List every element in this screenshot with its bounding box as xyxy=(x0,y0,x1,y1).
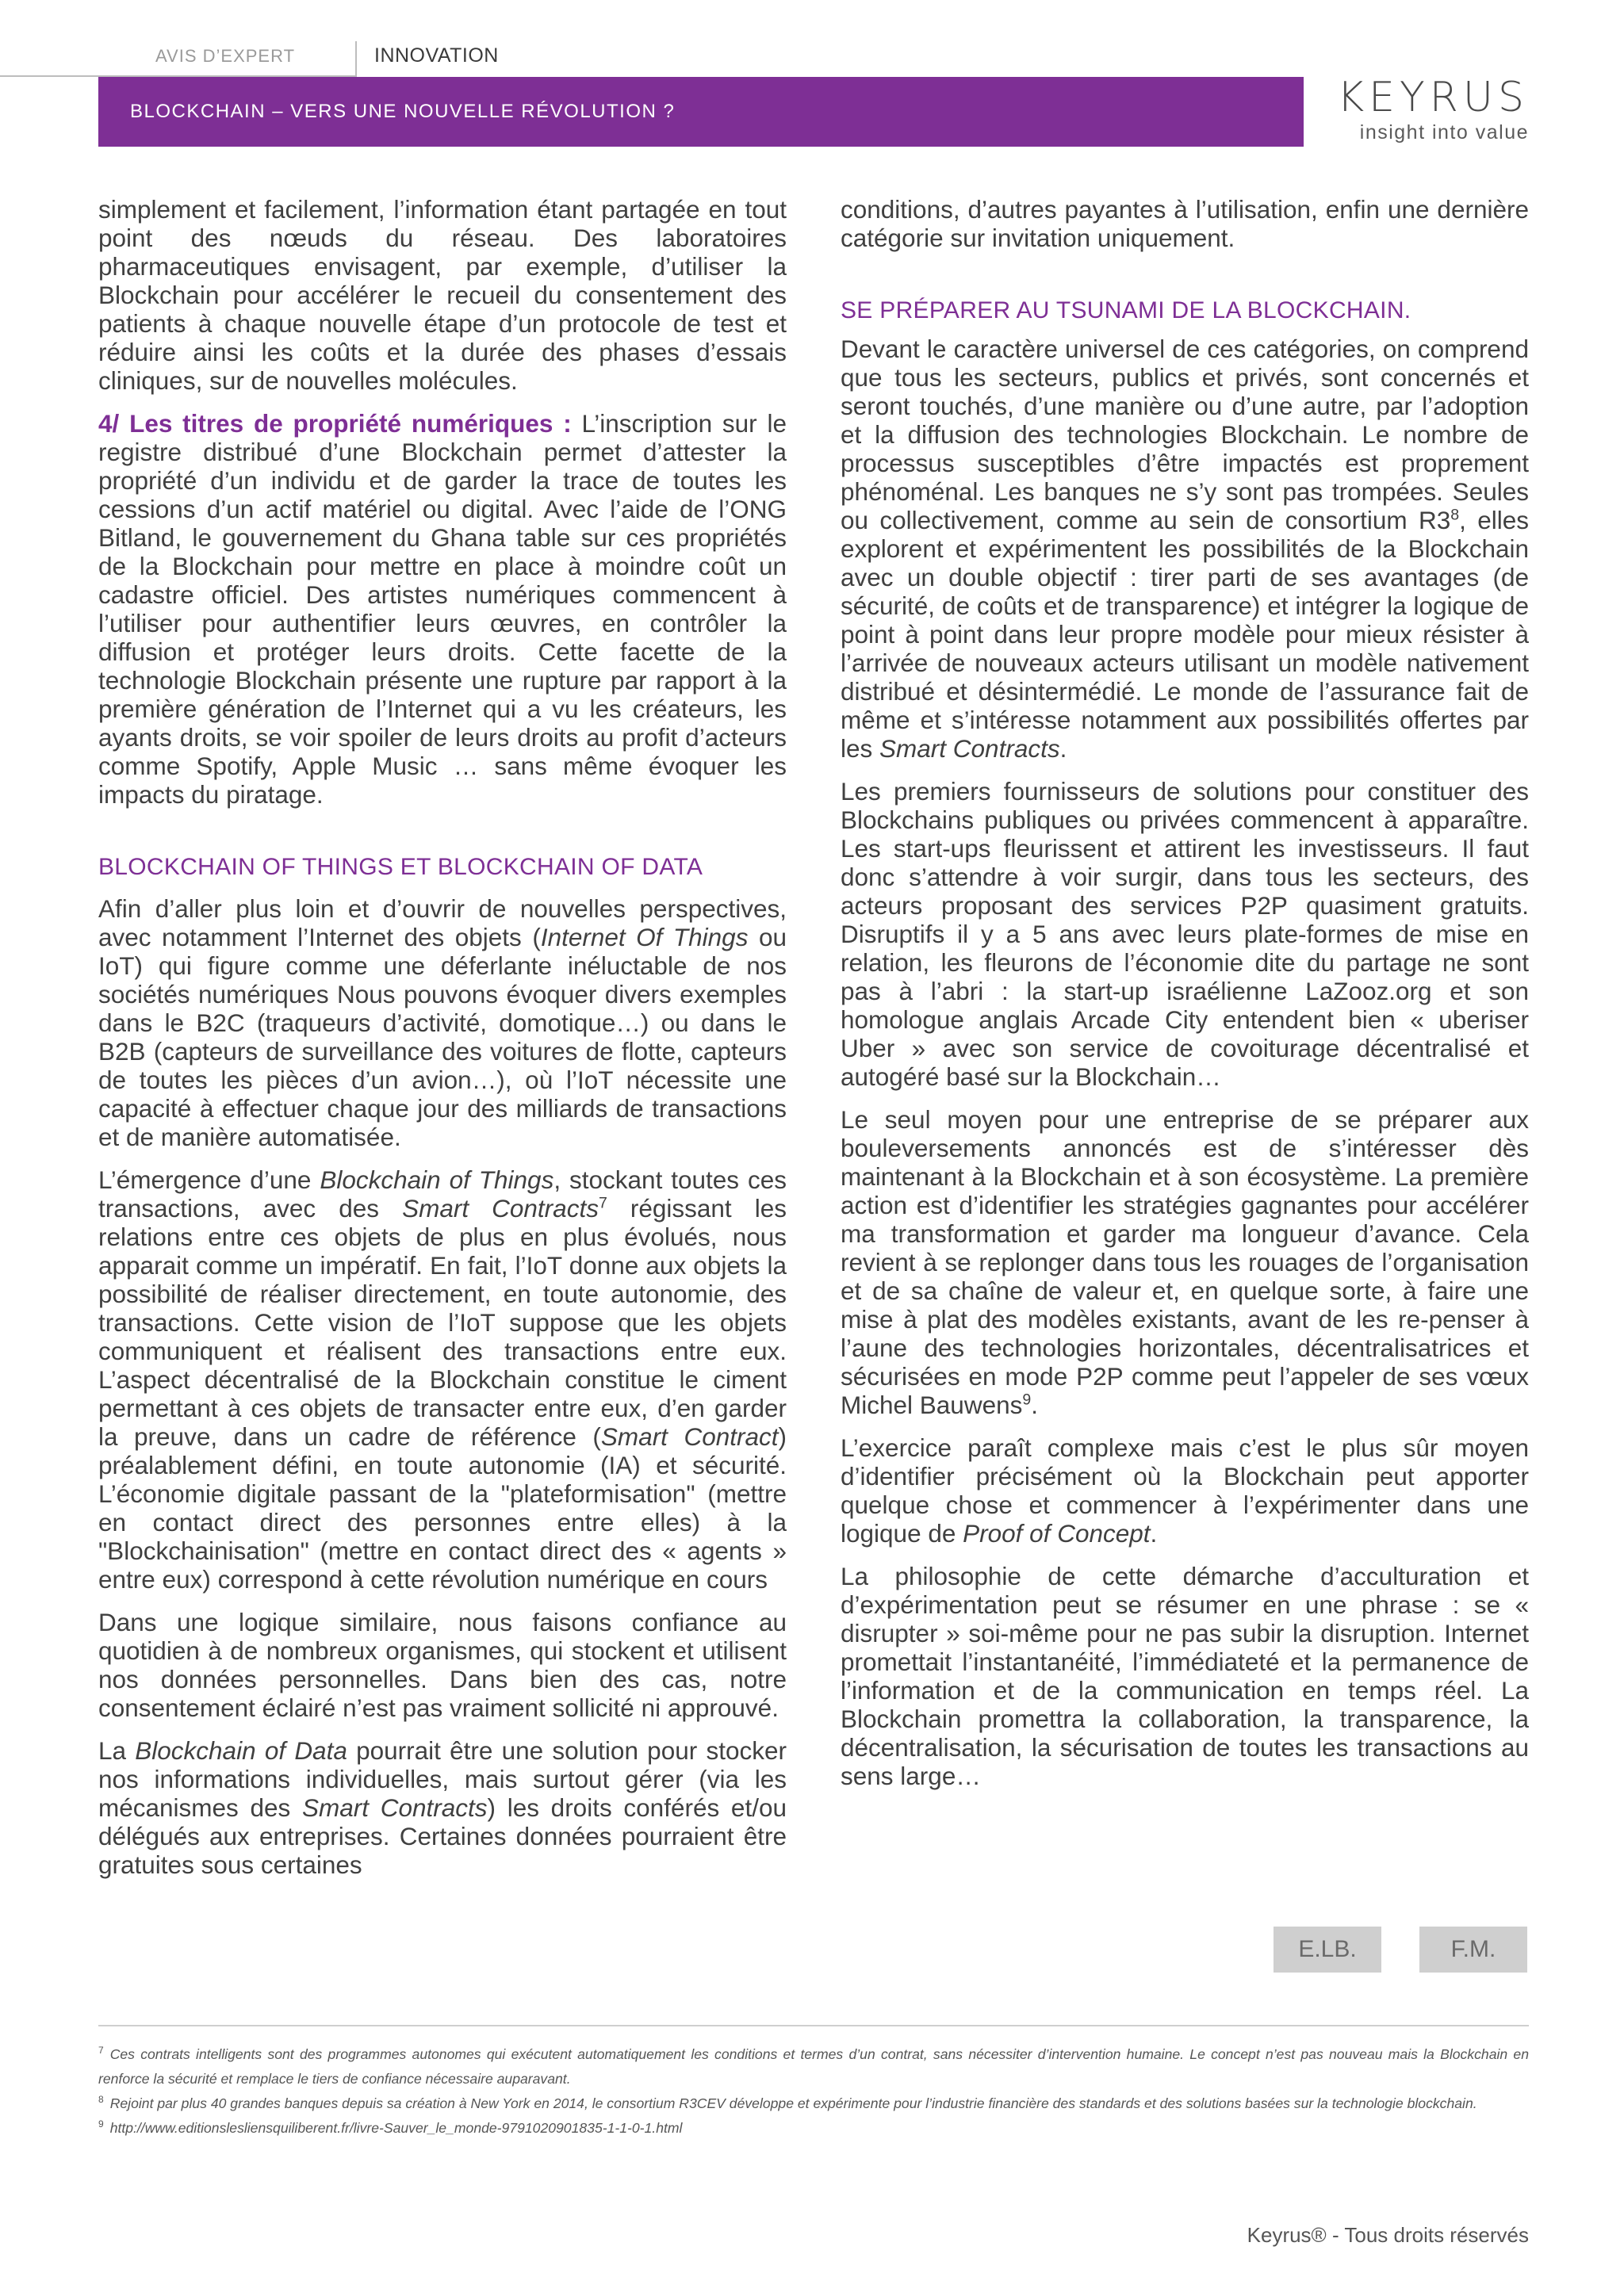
paragraph: L’exercice paraît complexe mais c’est le plus sûr moyen d’identifier précisément où la Blockchain peut apporter quelque chose et commencer à l’expérimenter dans une logique de Proof of Concept. xyxy=(841,1433,1529,1548)
paragraph: La philosophie de cette démarche d’acculturation et d’expérimentation peut se résumer en une phrase : se « disrupter » soi-même pour ne pas subir la disruption. Internet promettait l’instantanéité, l’immédiateté et la permanence de l’information et de la communication en temps réel. La Blockchain promettra la collaboration, la transparence, la décentralisation, la sécurisation de toutes les transactions au sens large… xyxy=(841,1562,1529,1790)
keyrus-logo xyxy=(1316,75,1529,144)
heading-blockchain-of-things: BLOCKCHAIN OF THINGS ET BLOCKCHAIN OF DATA xyxy=(98,854,703,880)
paragraph: Le seul moyen pour une entreprise de se préparer aux bouleversements annoncés est de s’intéresser dès maintenant à la Blockchain et à son écosystème. La première action est d’identifier les stratégies gagnantes pour accélérer ma transformation et garder ma longueur d’avance. Cela revient à se replonger dans tous les rouages de l’organisation et de sa chaîne de valeur et, en quelque sorte, à faire une mise à plat des modèles existants, avant de les re-penser à l’aune des technologies horizontales, décentralisatrices et sécurisées en mode P2P comme peut l’appeler de ses vœux Michel Bauwens$^9$. xyxy=(841,1105,1529,1419)
tab-avis-expert: AVIS D’EXPERT xyxy=(155,46,296,66)
logo-tagline: insight into value xyxy=(1359,121,1529,144)
paragraph: simplement et facilement, l’information étant partagée en tout point des nœuds du réseau. Des laboratoires pharmaceutiques envisagent, par exemple, d’utiliser la Blockchain pour accélérer le recueil du consentement des patients à chaque nouvelle étape d’un protocole de test et réduire ainsi les coûts et la durée des phases d’essais cliniques, sur de nouvelles molécules. xyxy=(98,195,787,395)
paragraph: Les premiers fournisseurs de solutions pour constituer des Blockchains publiques ou privées commencent à apparaître. Les start-ups fleurissent et attirent les investisseurs. Il faut donc s’attendre à voir surgir, dans tous les secteurs, des acteurs proposant des services P2P quasiment gratuits. Disruptifs il y a 5 ans avec leurs plate-formes de mise en relation, les fleurons de l’économie dite du partage ne sont pas à l’abri : la start-up israélienne LaZooz.org et son homologue anglais Arcade City entendent bien « uberiser Uber » avec son service de covoiturage décentralisé et autogéré basé sur la Blockchain… xyxy=(841,777,1529,1091)
footnote-divider xyxy=(98,2025,1529,2026)
author-signature-elb: E.LB. xyxy=(1274,1927,1381,1973)
footnote-8: $^8$ Rejoint par plus 40 grandes banques depuis sa création à New York en 2014, le consortium R3CEV développe et expérimente pour l’industrie financière des standards et des solutions basées sur la technologie blockchain. xyxy=(98,2094,1477,2111)
tab-divider xyxy=(355,41,357,77)
section-lead: 4/ Les titres de propriété numériques : xyxy=(98,409,572,438)
footnote-7: $^7$ Ces contrats intelligents sont des programmes autonomes qui exécutent automatiquement les conditions et termes d’un contrat, sans nécessiter d’intervention humaine. Le concept n’est pas nouveau mais la Blockchain en renforce la sécurité et remplace le tiers de confiance nécessaire auparavant. xyxy=(98,2045,1529,2087)
logo-wordmark: KEYRUS xyxy=(1337,74,1529,121)
author-signature-fm: F.M. xyxy=(1419,1927,1527,1973)
paragraph: L’émergence d’une Blockchain of Things, stockant toutes ces transactions, avec des Smart Contracts$^7$ régissant les relations entre ces objets de plus en plus évolués, nous apparait comme un impératif. En fait, l’IoT donne aux objets la possibilité de réaliser directement, en toute autonomie, des transactions. Cette vision de l’IoT suppose que les objets communiquent et réalisent des transactions entre eux. L’aspect décentralisé de la Blockchain constitue le ciment permettant à ces objets de transacter entre eux, d’en garder la preuve, dans un cadre de référence (Smart Contract) préalablement défini, en toute autonomie (IA) et sécurité. L’économie digitale passant de la "plateformisation" (mettre en contact direct des personnes entre elles) à la "Blockchainisation" (mettre en contact direct des « agents » entre eux) correspond à cette révolution numérique en cours xyxy=(98,1165,787,1594)
paragraph: conditions, d’autres payantes à l’utilisation, enfin une dernière catégorie sur invitation uniquement. xyxy=(841,195,1529,252)
copyright-notice: Keyrus® - Tous droits réservés xyxy=(1247,2223,1529,2247)
footnote-ref: 7 xyxy=(598,1194,607,1212)
category-tabs xyxy=(0,41,1624,78)
right-column xyxy=(841,195,1529,1804)
paragraph-digital-property: 4/ Les titres de propriété numériques : L’inscription sur le registre distribué d’une Blockchain permet d’attester la propriété d’un individu et de garder la trace de toutes les cessions d’un actif matériel ou digital. Avec l’aide de l’ONG Bitland, le gouvernement du Ghana table sur ces propriétés de la Blockchain pour mettre en place à moindre coût un cadastre officiel. Des artistes numériques commencent à l’utiliser pour authentifier leurs œuvres, en contrôler la diffusion et protéger leurs droits. Cette facette de la technologie Blockchain présente une rupture par rapport à la première génération de l’Internet qui a vu les créateurs, les ayants droits, se voir spoiler de leurs droits au profit d’acteurs comme Spotify, Apple Music … sans même évoquer les impacts du piratage. xyxy=(98,409,787,809)
paragraph: Dans une logique similaire, nous faisons confiance au quotidien à de nombreux organismes, qui stockent et utilisent nos données personnelles. Dans bien des cas, notre consentement éclairé n’est pas vraiment sollicité ni approuvé. xyxy=(98,1608,787,1722)
banner-title: BLOCKCHAIN – VERS UNE NOUVELLE RÉVOLUTION ? xyxy=(130,101,676,122)
footnote-ref: 9 xyxy=(1022,1391,1032,1409)
paragraph: Afin d’aller plus loin et d’ouvrir de nouvelles perspectives, avec notamment l’Internet des objets (Internet Of Things ou IoT) qui figure comme une déferlante inéluctable de nos sociétés numériques Nous pouvons évoquer divers exemples dans le B2C (traqueurs d’activité, domotique…) ou dans le B2B (capteurs de surveillance des voitures de flotte, capteurs de toutes les pièces d’un avion…), où l’IoT nécessite une capacité à effectuer chaque jour des milliards de transactions et de manière automatisée. xyxy=(98,894,787,1151)
left-column xyxy=(98,195,787,1893)
paragraph: Devant le caractère universel de ces catégories, on comprend que tous les secteurs, publics et privés, sont concernés et seront touchés, d’une manière ou d’une autre, par l’adoption et la diffusion des technologies Blockchain. Le nombre de processus susceptibles d’être impactés est proprement phénoménal. Les banques ne s’y sont pas trompées. Seules ou collectivement, comme au sein de consortium $R3^8$, elles explorent et expérimentent les possibilités de la Blockchain avec un double objectif : tirer parti de ses avantages (de sécurité, de coûts et de transparence) et intégrer la logique de point à point dans leur propre modèle pour mieux résister à l’arrivée de nouveaux acteurs utilisant un modèle nativement distribué et désintermédié. Le monde de l’assurance fait de même et s’intéresse notamment aux possibilités offertes par les Smart Contracts. xyxy=(841,335,1529,763)
title-banner xyxy=(98,77,1304,147)
footnote-9[interactable]: $^9$ http://www.editionslesliensquiliberent.fr/livre-Sauver_le_monde-9791020901835-1-1-0-1.html xyxy=(98,2118,683,2136)
tab-innovation: INNOVATION xyxy=(374,44,499,67)
footnotes xyxy=(98,2042,1529,2141)
heading-tsunami: SE PRÉPARER AU TSUNAMI DE LA BLOCKCHAIN. xyxy=(841,297,1411,323)
paragraph: La Blockchain of Data pourrait être une solution pour stocker nos informations individuelles, mais surtout gérer (via les mécanismes des Smart Contracts) les droits conférés et/ou délégués aux entreprises. Certaines données pourraient être gratuites sous certaines xyxy=(98,1736,787,1879)
footnote-ref: 8 xyxy=(1450,506,1460,524)
